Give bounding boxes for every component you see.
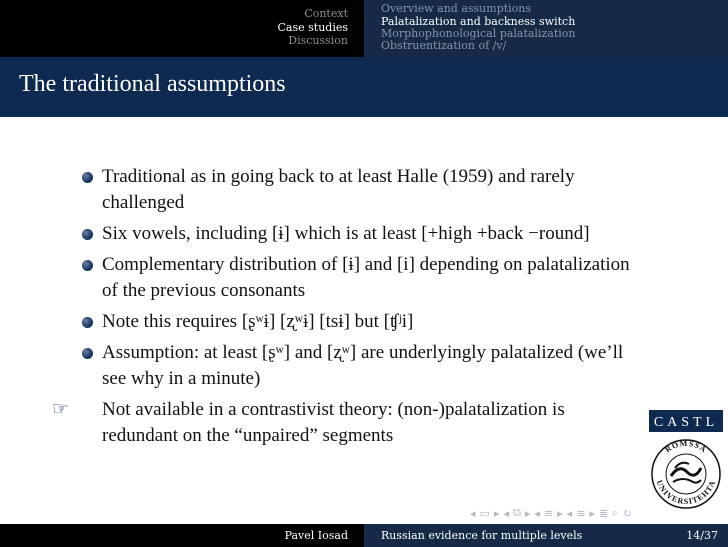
section-back-icon[interactable]: ◂ <box>534 506 540 520</box>
section-forward-icon[interactable]: ▸ <box>557 506 563 520</box>
list-item-text: Complementary distribution of [ɨ] and [i] depending on palatalization of the previous consonants <box>102 254 630 301</box>
list-item-text: Note this requires [ʂʷɨ] [ʐʷɨ] [tsɨ] but [ʧʲi] <box>102 311 414 332</box>
frame-forward-icon[interactable]: ▸ <box>493 506 500 520</box>
university-seal-icon <box>647 410 725 515</box>
list-item-conclusion <box>52 397 640 449</box>
subsection-link-obstruentization[interactable]: Obstruentization of /v/ <box>381 39 507 52</box>
section-link-discussion[interactable]: Discussion <box>288 34 348 47</box>
svg-text:UNIVERSITEHTA: UNIVERSITEHTA <box>654 478 718 507</box>
list-item-text: Traditional as in going back to at least Halle (1959) and rarely challenged <box>102 166 575 213</box>
subsection-link-overview[interactable]: Overview and assumptions <box>381 2 532 15</box>
loop-icon[interactable]: ↻ <box>622 506 632 520</box>
subsection-nav <box>364 0 728 57</box>
list-item <box>80 309 640 335</box>
slide-title-bar <box>0 57 728 117</box>
bullet-icon <box>82 229 93 240</box>
pointing-hand-icon: ☞ <box>52 399 70 420</box>
list-item-text: Assumption: at least [ʂʷ] and [ʐʷ] are underlyingly palatalized (we’ll see why in a minute) <box>102 342 624 389</box>
castl-logo <box>647 410 725 515</box>
footer <box>0 524 728 547</box>
subsection-link-morphophonological[interactable]: Morphophonological palatalization <box>381 27 576 40</box>
logo-top-text: CASTL <box>653 415 719 430</box>
svg-text:ROMSSA: ROMSSA <box>663 438 709 455</box>
footer-right <box>364 524 728 547</box>
beamer-navigation <box>470 505 632 521</box>
slide-title: The traditional assumptions <box>19 71 286 97</box>
bullet-icon <box>82 172 93 183</box>
align-icon[interactable]: ≣ <box>598 506 609 520</box>
list-item <box>80 252 640 304</box>
bullet-icon <box>82 317 93 328</box>
footer-talk-title: Russian evidence for multiple levels <box>381 529 583 542</box>
list-item <box>80 340 640 392</box>
section-link-context[interactable]: Context <box>304 7 348 20</box>
list-item-text: Not available in a contrastivist theory: (non-)palatalization is redundant on the “unpaired” segments <box>102 399 565 446</box>
subsection-back-icon[interactable]: ◂ <box>503 506 509 520</box>
bullet-icon <box>82 348 93 359</box>
footer-author: Pavel Iosad <box>284 529 348 542</box>
list-item-text: Six vowels, including [ɨ] which is at least [+high +back −round] <box>102 223 590 244</box>
search-icon[interactable]: ⌕ <box>612 506 619 519</box>
subsection-icon[interactable]: ⧉ <box>513 506 521 519</box>
bullet-icon <box>82 260 93 271</box>
footer-left <box>0 524 364 547</box>
presentation-back-icon[interactable]: ◂ <box>566 506 573 520</box>
frame-icon[interactable]: ▭ <box>479 506 490 520</box>
list-item <box>80 164 640 216</box>
frame-back-icon[interactable]: ◂ <box>470 506 476 520</box>
section-icon[interactable]: ≡ <box>543 506 554 520</box>
header-navigation <box>0 0 728 57</box>
page-number: 14/37 <box>686 529 718 542</box>
section-link-case-studies[interactable]: Case studies <box>277 21 348 34</box>
presentation-icon[interactable]: ≡ <box>576 506 586 520</box>
section-nav <box>0 0 364 57</box>
subsection-link-palatalization[interactable]: Palatalization and backness switch <box>381 15 576 28</box>
subsection-forward-icon[interactable]: ▸ <box>524 506 531 520</box>
bullet-list <box>52 164 640 454</box>
presentation-forward-icon[interactable]: ▸ <box>589 506 595 520</box>
list-item <box>80 221 640 247</box>
